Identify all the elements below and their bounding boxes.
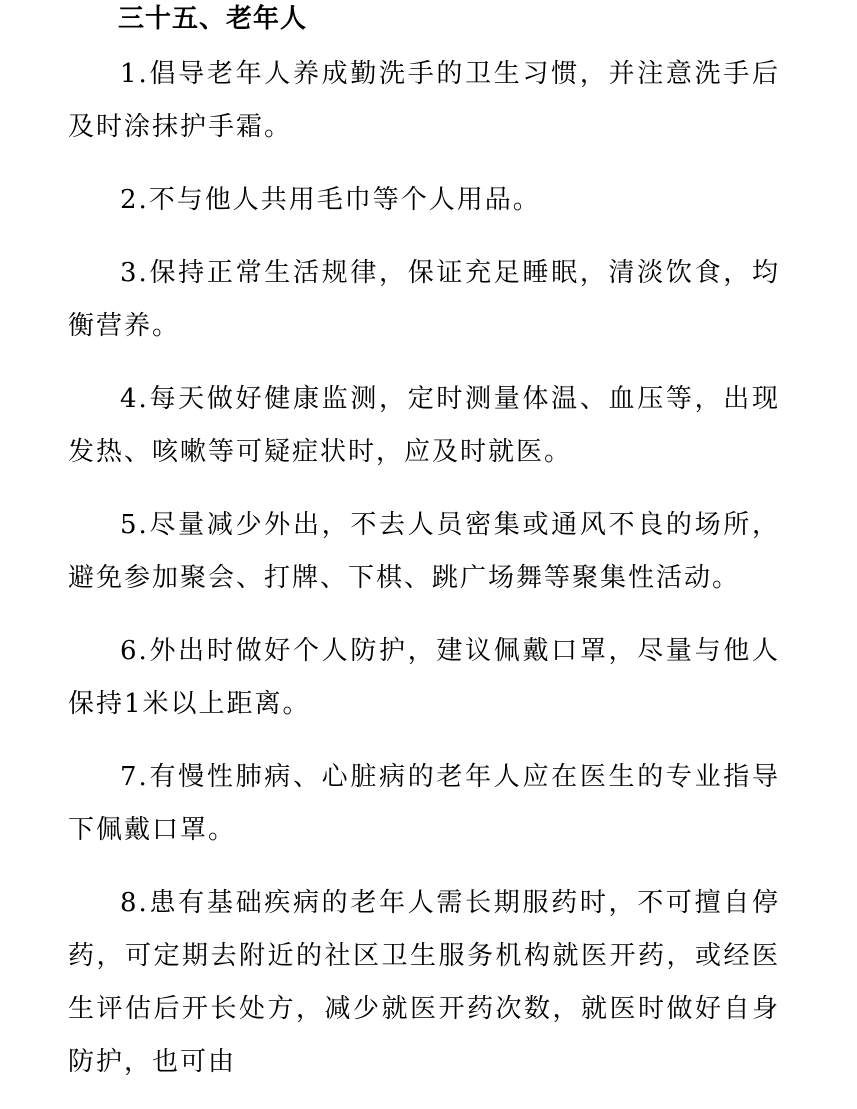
paragraph-3: 3.保持正常生活规律，保证充足睡眠，清淡饮食，均衡营养。 — [68, 258, 780, 341]
section-title: 三十五、老年人 — [118, 4, 308, 34]
paragraph-7: 7.有慢性肺病、心脏病的老年人应在医生的专业指导下佩戴口罩。 — [68, 762, 780, 845]
paragraph-8: 8.患有基础疾病的老年人需长期服药时，不可擅自停药，可定期去附近的社区卫生服务机构就医开药，或经医生评估后开长处方，减少就医开药次数，就医时做好自身防护，也可由 — [68, 888, 780, 1077]
paragraph-1: 1.倡导老年人养成勤洗手的卫生习惯，并注意洗手后及时涂抹护手霜。 — [68, 59, 780, 142]
paragraph-5: 5.尽量减少外出，不去人员密集或通风不良的场所，避免参加聚会、打牌、下棋、跳广场舞等聚集性活动。 — [68, 510, 780, 593]
paragraph-list — [68, 48, 780, 1109]
paragraph-2: 2.不与他人共用毛巾等个人用品。 — [120, 185, 541, 215]
paragraph-6: 6.外出时做好个人防护，建议佩戴口罩，尽量与他人保持1米以上距离。 — [68, 636, 780, 719]
paragraph-4: 4.每天做好健康监测，定时测量体温、血压等，出现发热、咳嗽等可疑症状时，应及时就医。 — [68, 384, 780, 467]
